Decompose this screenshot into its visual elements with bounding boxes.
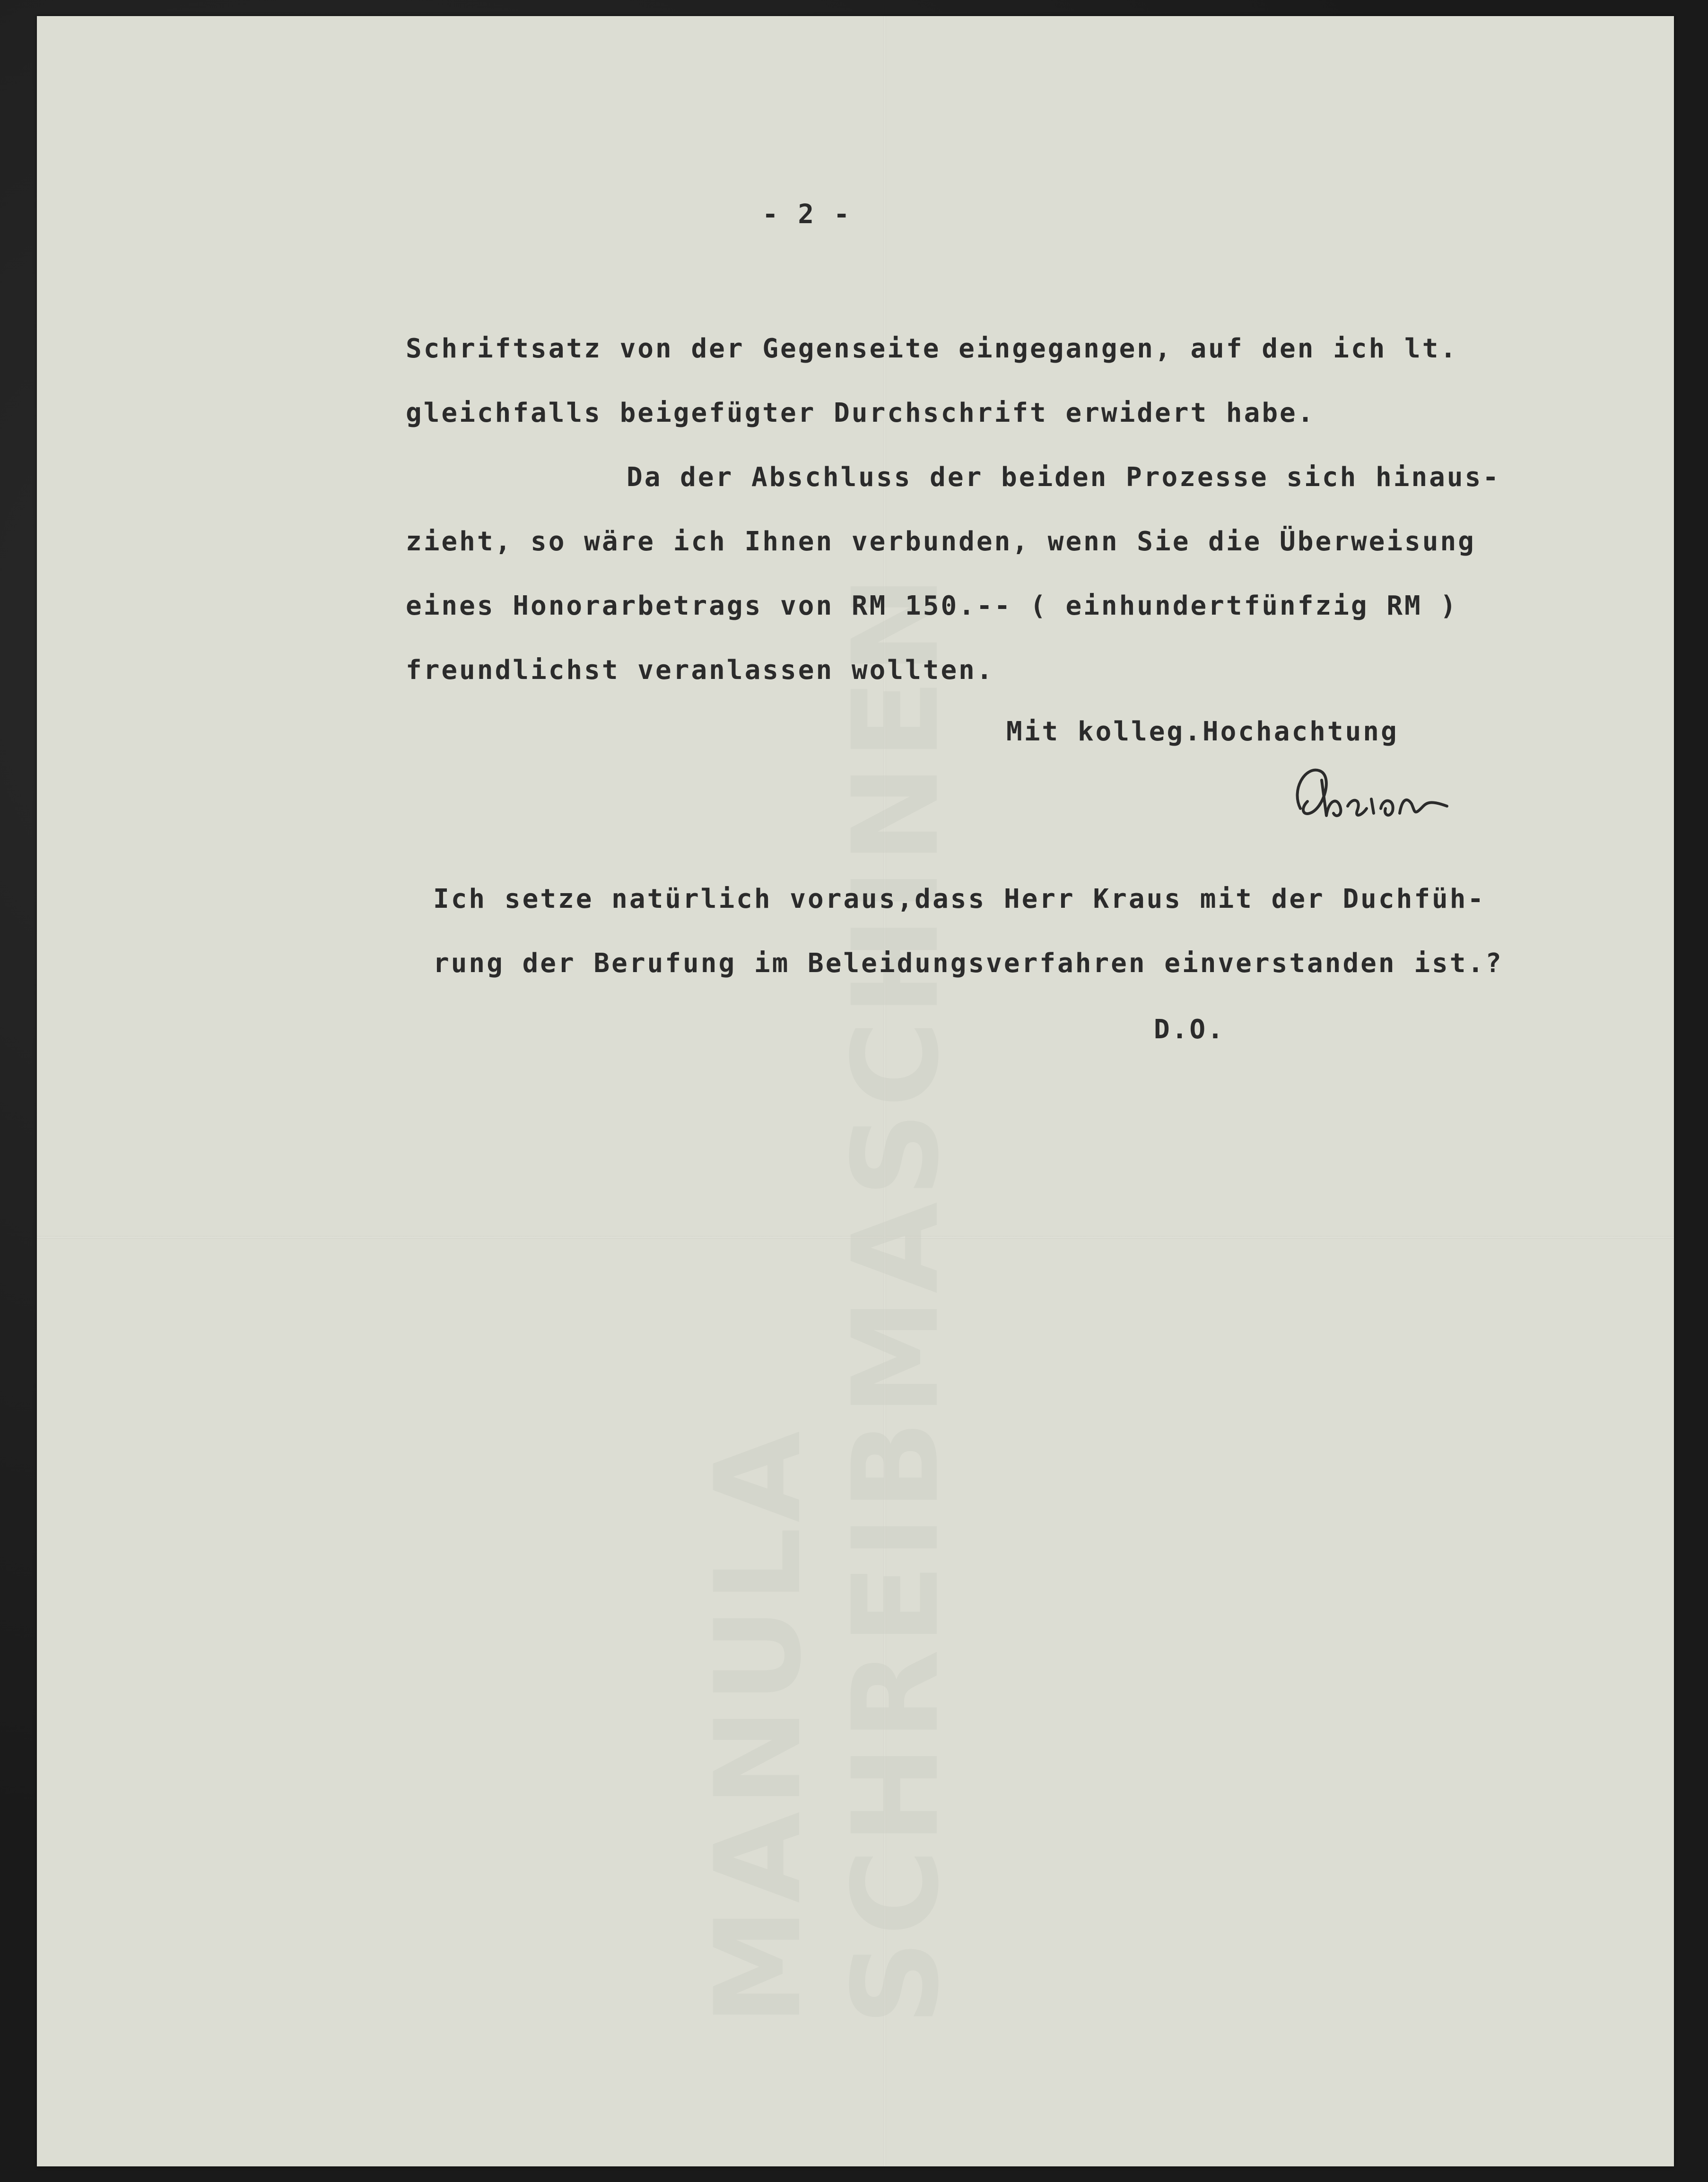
body-line: Da der Abschluss der beiden Prozesse sich hinaus- — [627, 462, 1501, 493]
handwritten-signature — [1286, 752, 1466, 837]
body-line: eines Honorarbetrags von RM 150.-- ( einhundertfünfzig RM ) — [406, 591, 1458, 621]
postscript-line: rung der Berufung im Beleidungsverfahren einverstanden ist.? — [433, 948, 1503, 979]
closing-salutation: Mit kolleg.Hochachtung — [1006, 716, 1399, 747]
body-line: gleichfalls beigefügter Durchschrift erwidert habe. — [406, 398, 1316, 428]
body-line: Schriftsatz von der Gegenseite eingegangen, auf den ich lt. — [406, 333, 1458, 364]
page-number: - 2 - — [762, 199, 852, 230]
postscript-line: Ich setze natürlich voraus,dass Herr Kraus mit der Duchfüh- — [433, 884, 1486, 914]
body-line: zieht, so wäre ich Ihnen verbunden, wenn Sie die Überweisung — [406, 526, 1476, 557]
paper-watermark: MANULA SCHREIBMASCHINEN — [689, 571, 965, 2026]
horizontal-fold — [37, 1236, 1674, 1239]
postscript-initials: D.O. — [1154, 1014, 1225, 1045]
body-line: freundlichst veranlassen wollten. — [406, 655, 994, 686]
